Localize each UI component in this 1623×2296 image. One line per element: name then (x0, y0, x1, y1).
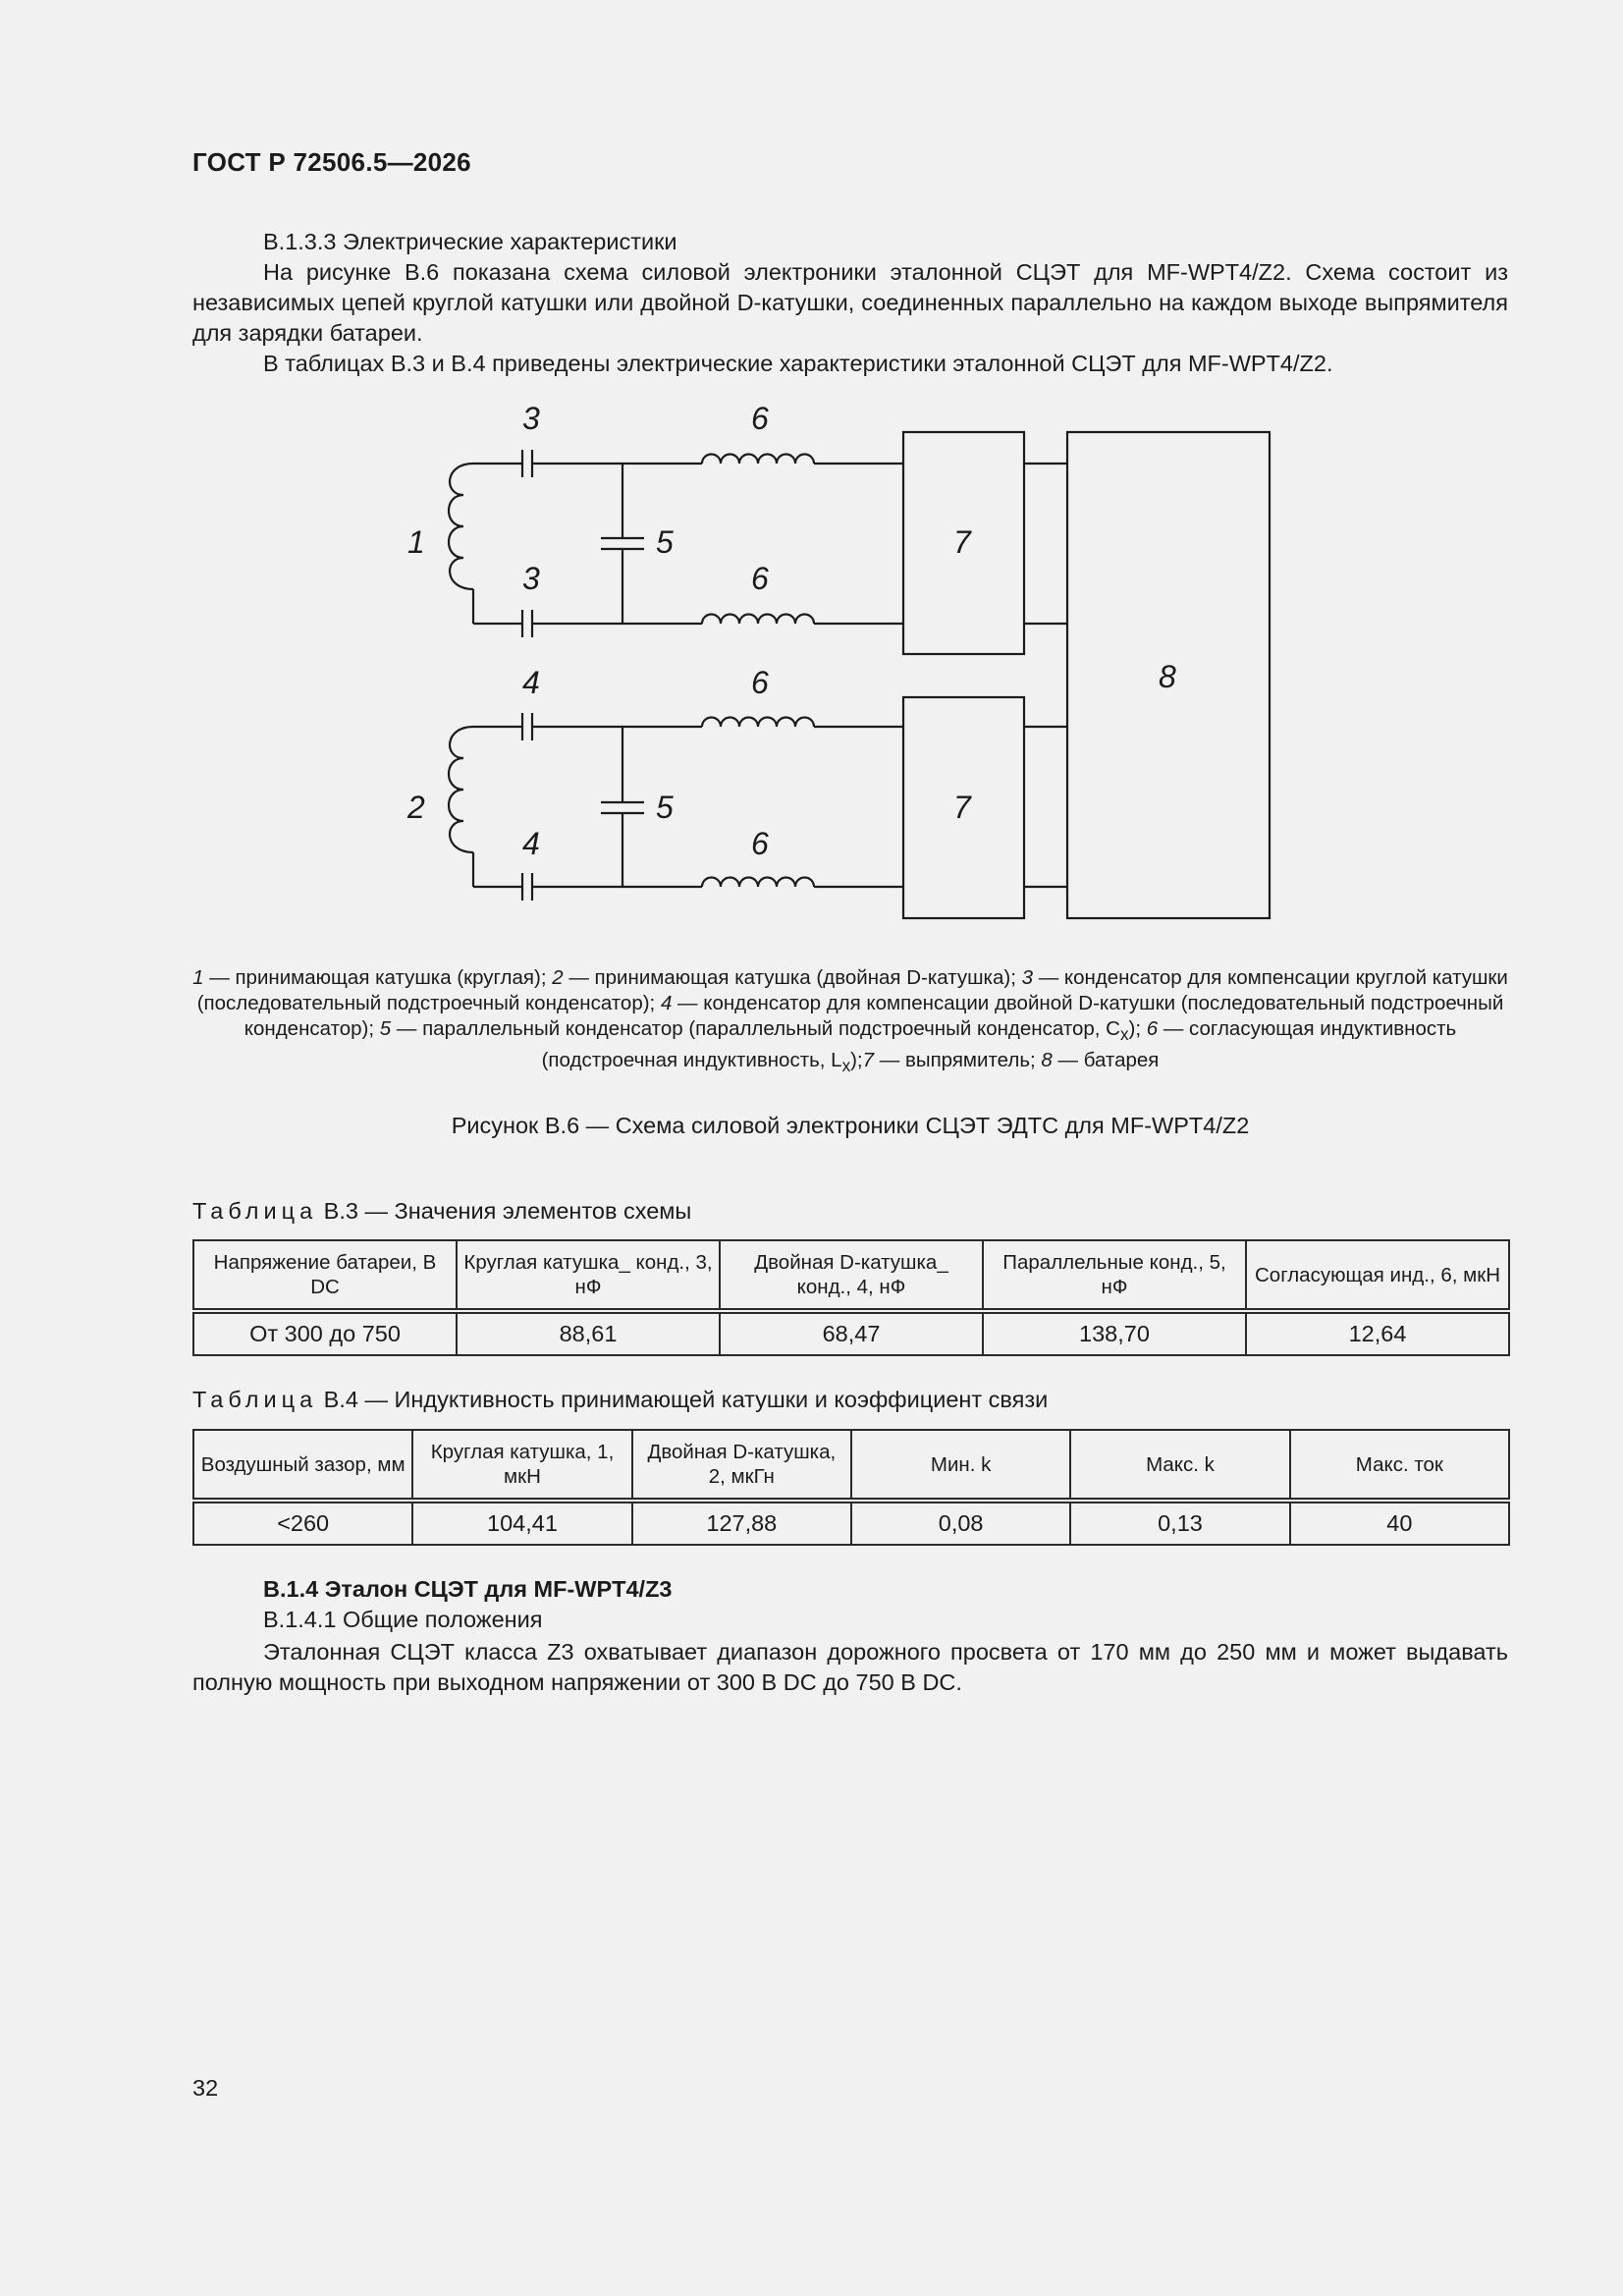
table-header-cell: Параллельные конд., 5, нФ (983, 1240, 1246, 1311)
legend-number: 6 (1146, 1017, 1159, 1040)
table-header-cell: Макс. k (1070, 1430, 1289, 1501)
table-label: Таблица (192, 1198, 318, 1224)
legend-text: — конденсатор для компенсации двойной D-катушки (последовательный подстроечный конденсатор); (243, 992, 1504, 1040)
table-header-cell: Двойная D-катушка_ конд., 4, нФ (720, 1240, 983, 1311)
table-title-text: В.4 — Индуктивность принимающей катушки и коэффициент связи (317, 1387, 1049, 1412)
label-inductor: 6 (751, 561, 769, 596)
label-inductor: 6 (751, 665, 769, 700)
subclause-title: В.1.4.1 Общие положения (263, 1607, 543, 1632)
label-cap-double-top: 4 (522, 665, 540, 700)
table-header-cell: Круглая катушка, 1, мкН (412, 1430, 631, 1501)
legend-number: 2 (552, 966, 564, 989)
table-cell: 138,70 (983, 1311, 1246, 1355)
label-cap-round-bottom: 3 (522, 561, 540, 596)
legend-text: — выпрямитель; (874, 1049, 1042, 1072)
table-header-cell: Круглая катушка_ конд., 3, нФ (457, 1240, 720, 1311)
label-cap-round-top: 3 (522, 401, 540, 436)
legend-subscript: x (1119, 1025, 1129, 1045)
table-header-cell: Напряжение батареи, В DC (193, 1240, 457, 1311)
legend-number: 4 (660, 992, 673, 1014)
paragraph: В таблицах В.3 и В.4 приведены электрические характеристики эталонной СЦЭТ для MF-WPT4/Z2. (263, 351, 1333, 376)
table-cell: 12,64 (1246, 1311, 1509, 1355)
table-header-cell: Воздушный зазор, мм (193, 1430, 412, 1501)
table-cell: <260 (193, 1501, 412, 1545)
legend-text: ); (850, 1049, 863, 1072)
figure-legend (192, 965, 1508, 1079)
legend-number: 8 (1041, 1049, 1053, 1072)
table-header-cell: Мин. k (851, 1430, 1070, 1501)
table-cell: 40 (1290, 1501, 1509, 1545)
legend-text: — батарея (1052, 1049, 1160, 1072)
table-cell: От 300 до 750 (193, 1311, 457, 1355)
figure-caption: Рисунок В.6 — Схема силовой электроники СЦЭТ ЭДТС для MF-WPT4/Z2 (451, 1113, 1250, 1138)
table-circuit-values (192, 1239, 1510, 1356)
legend-text: ); (1128, 1017, 1147, 1040)
table-label: Таблица (192, 1387, 318, 1412)
circuit-diagram (373, 393, 1276, 933)
legend-text: — принимающая катушка (круглая); (203, 966, 553, 989)
table-title (192, 1198, 691, 1225)
legend-text: — конденсатор для компенсации круглой катушки (последовательный подстроечный конденсатор); (196, 966, 1508, 1014)
paragraph: Эталонная СЦЭТ класса Z3 охватывает диапазон дорожного просвета от 170 мм до 250 мм и может выдавать полную мощность при выходном напряжении от 300 В DC до 750 В DC. (192, 1639, 1508, 1695)
clause-title: В.1.3.3 Электрические характеристики (263, 229, 677, 254)
section-heading: В.1.4 Эталон СЦЭТ для MF-WPT4/Z3 (263, 1576, 673, 1602)
table-cell: 68,47 (720, 1311, 983, 1355)
table-cell: 127,88 (632, 1501, 851, 1545)
label-inductor: 6 (751, 826, 769, 861)
table-title (192, 1387, 1048, 1413)
table-cell: 104,41 (412, 1501, 631, 1545)
table-header-cell: Двойная D-катушка, 2, мкГн (632, 1430, 851, 1501)
table-cell: 0,13 (1070, 1501, 1289, 1545)
table-header-cell: Согласующая инд., 6, мкН (1246, 1240, 1509, 1311)
label-rectifier: 7 (953, 524, 971, 560)
paragraph: На рисунке В.6 показана схема силовой электроники эталонной СЦЭТ для MF-WPT4/Z2. Схема состоит из независимых цепей круглой катушки или двойной D-катушки, соединенных параллельно на каждом выходе выпрямителя для зарядки батареи. (192, 259, 1508, 346)
document-header: ГОСТ Р 72506.5—2026 (192, 147, 471, 177)
label-coil-round: 1 (407, 524, 425, 560)
legend-number: 7 (862, 1049, 875, 1072)
table-cell: 88,61 (457, 1311, 720, 1355)
label-cap-parallel: 5 (656, 524, 674, 560)
legend-number: 1 (192, 966, 204, 989)
page-number: 32 (192, 2075, 219, 2101)
legend-number: 5 (379, 1017, 392, 1040)
table-row (193, 1311, 1509, 1355)
legend-text: — параллельный конденсатор (параллельный подстроечный конденсатор, C (391, 1017, 1120, 1040)
legend-number: 3 (1021, 966, 1033, 989)
table-coil-inductance (192, 1429, 1510, 1546)
label-cap-double-bottom: 4 (522, 826, 540, 861)
legend-subscript: x (841, 1057, 851, 1076)
table-row (193, 1501, 1509, 1545)
legend-text: — согласующая индуктивность (подстроечная индуктивность, L (541, 1017, 1457, 1072)
legend-text: — принимающая катушка (двойная D-катушка); (563, 966, 1022, 989)
table-header-cell: Макс. ток (1290, 1430, 1509, 1501)
label-battery: 8 (1159, 659, 1176, 694)
label-cap-parallel: 5 (656, 790, 674, 825)
label-coil-double: 2 (407, 790, 425, 825)
table-cell: 0,08 (851, 1501, 1070, 1545)
label-inductor: 6 (751, 401, 769, 436)
label-rectifier: 7 (953, 790, 971, 825)
table-title-text: В.3 — Значения элементов схемы (317, 1198, 692, 1224)
